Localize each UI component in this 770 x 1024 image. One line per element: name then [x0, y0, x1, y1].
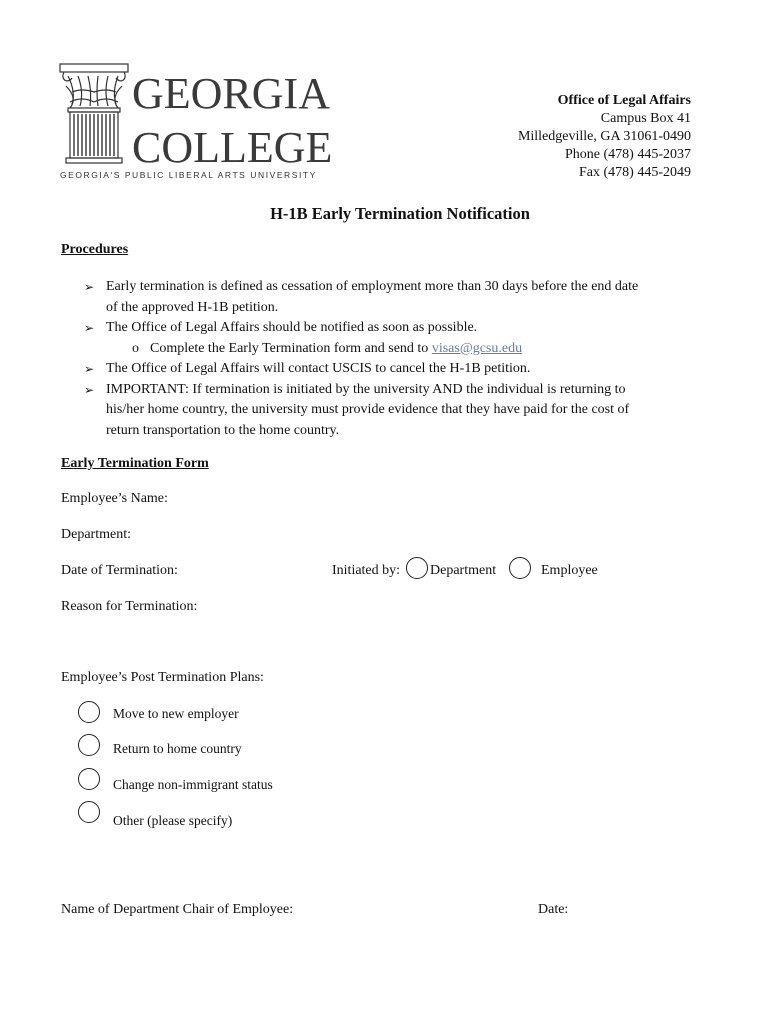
arrow-bullet-icon: ➢ — [84, 321, 95, 335]
plan-option-label: Move to new employer — [113, 706, 239, 721]
circle-bullet-icon: o — [132, 340, 139, 356]
plan-radio-home-country[interactable] — [78, 734, 100, 756]
initiated-by-label: Initiated by: — [332, 563, 401, 578]
chair-date-label: Date: — [538, 902, 569, 917]
list-item: ➢ IMPORTANT: If termination is initiated by the university AND the individual is returning to his/her home country, the university must provide evidence that they have paid for the cost of return transportation to the home country. — [84, 381, 630, 438]
office-phone: Phone (478) 445-2037 — [565, 147, 691, 162]
arrow-bullet-icon: ➢ — [84, 280, 95, 294]
office-box: Campus Box 41 — [600, 111, 691, 126]
procedures-heading: Procedures — [61, 242, 129, 257]
office-fax: Fax (478) 445-2049 — [579, 165, 691, 180]
office-name: Office of Legal Affairs — [557, 93, 691, 108]
department-radio[interactable] — [406, 557, 428, 579]
list-item: ➢ The Office of Legal Affairs should be notified as soon as possible. — [84, 318, 694, 339]
plan-option-label: Return to home country — [113, 741, 242, 756]
logo-tagline: GEORGIA'S PUBLIC LIBERAL ARTS UNIVERSITY — [60, 170, 317, 180]
page-title: H-1B Early Termination Notification — [270, 204, 530, 223]
office-city: Milledgeville, GA 31061-0490 — [517, 129, 691, 144]
logo-georgia: GEORGIA — [132, 69, 330, 118]
column-icon — [58, 62, 130, 166]
department-label: Department: — [61, 527, 131, 542]
logo-college: COLLEGE — [132, 123, 333, 172]
date-termination-label: Date of Termination: — [61, 563, 178, 578]
employee-option-label: Employee — [541, 563, 598, 578]
employee-name-label: Employee’s Name: — [61, 491, 168, 506]
list-subitem: o Complete the Early Termination form and send to visas@gcsu.edu — [84, 339, 694, 360]
office-address — [518, 92, 691, 182]
department-chair-label: Name of Department Chair of Employee: — [61, 902, 294, 917]
employee-radio[interactable] — [509, 557, 531, 579]
form-heading: Early Termination Form — [61, 456, 209, 471]
email-link[interactable]: visas@gcsu.edu — [431, 340, 523, 356]
plan-radio-change-status[interactable] — [78, 768, 100, 790]
post-plans-label: Employee’s Post Termination Plans: — [61, 670, 264, 685]
department-option-label: Department — [430, 563, 497, 578]
procedures-list — [84, 277, 694, 441]
list-item: ➢ Early termination is defined as cessation of employment more than 30 days before the end date of the approved H-1B petition. — [84, 279, 639, 315]
college-logo — [58, 62, 333, 184]
list-item: ➢ The Office of Legal Affairs will contact USCIS to cancel the H-1B petition. — [84, 359, 694, 380]
plan-radio-other[interactable] — [78, 801, 100, 823]
reason-label: Reason for Termination: — [61, 599, 198, 614]
plan-radio-new-employer[interactable] — [78, 701, 100, 723]
plan-option-label: Change non-immigrant status — [113, 777, 273, 792]
plan-option-label: Other (please specify) — [113, 813, 233, 828]
arrow-bullet-icon: ➢ — [84, 362, 95, 376]
arrow-bullet-icon: ➢ — [84, 382, 95, 397]
